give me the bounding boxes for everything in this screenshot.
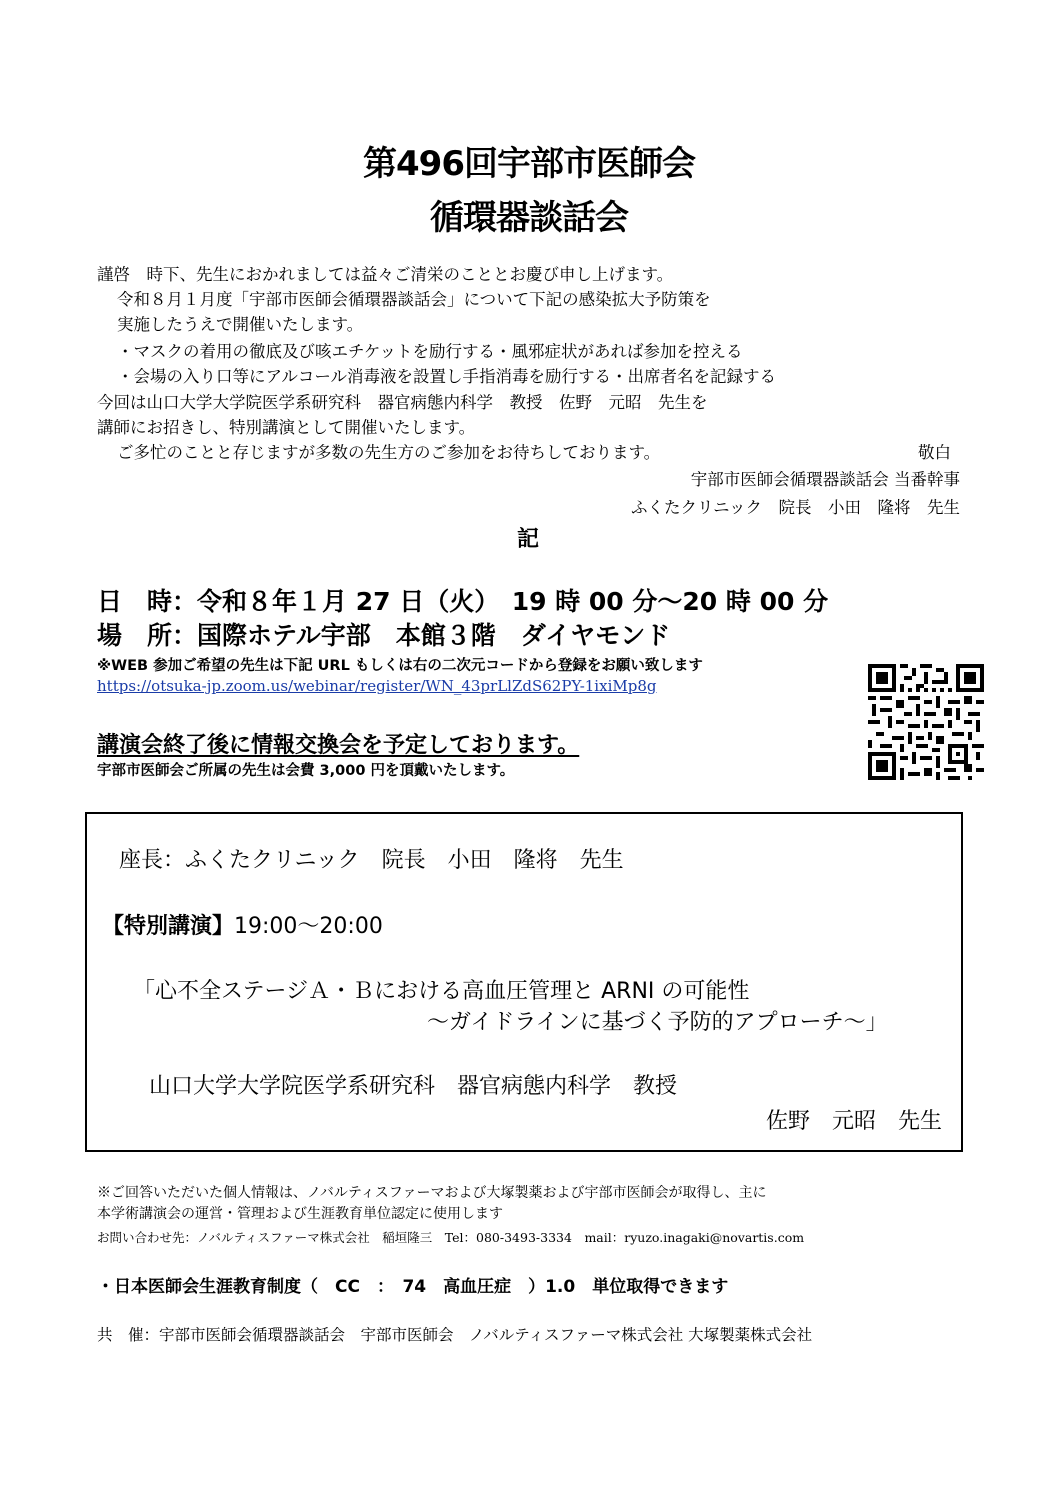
closing-text: 敬白 bbox=[918, 443, 951, 462]
privacy-note: ※ご回答いただいた個人情報は、ノバルティスファーマおよび大塚製薬および宇部市医師会が取得し、主に bbox=[97, 1185, 767, 1201]
special-lecture bbox=[102, 909, 383, 940]
registration-link[interactable]: https://otsuka-jp.zoom.us/webinar/register/WN_43prLlZdS62PY-1ixiMp8g bbox=[97, 677, 657, 695]
fee-note: 宇部市医師会ご所属の先生は会費 3,000 円を頂戴いたします。 bbox=[97, 763, 515, 779]
organizer: 宇部市医師会循環器談話会 当番幹事 bbox=[690, 470, 960, 489]
speaker-name: 佐野 元昭 先生 bbox=[766, 1109, 943, 1134]
intro-line: 講師にお招きし、特別講演として開催いたします。 bbox=[97, 418, 476, 437]
organizer-name: ふくたクリニック 院長 小田 隆将 先生 bbox=[630, 498, 960, 517]
intro-line: 謹啓 時下、先生におかれましては益々ご清栄のこととお慶び申し上げます。 bbox=[97, 265, 674, 284]
qr-code-icon[interactable] bbox=[868, 664, 984, 780]
contact-info: お問い合わせ先：ノバルティスファーマ株式会社 稲垣隆三 Tel：080-3493-3334 mail：ryuzo.inagaki@novartis.com bbox=[97, 1230, 805, 1245]
web-note: ※WEB 参加ご希望の先生は下記 URL もしくは右の二次元コードから登録をお願い致します bbox=[97, 658, 703, 674]
exchange-notice: 講演会終了後に情報交換会を予定しております。 bbox=[97, 733, 580, 758]
intro-line: ・会場の入り口等にアルコール消毒液を設置し手指消毒を励行する・出席者名を記録する bbox=[117, 367, 777, 386]
special-lecture-time: 19:00～20:00 bbox=[234, 914, 383, 939]
ki-heading: 記 bbox=[517, 527, 540, 552]
credit-info: ・日本医師会生涯教育制度（ CC ： 74 高血圧症 ）1.0 単位取得できます bbox=[97, 1277, 729, 1297]
lecture-title-line1: 「心不全ステージＡ・Ｂにおける高血圧管理と ARNI の可能性 bbox=[133, 979, 750, 1004]
intro-line: 今回は山口大学大学院医学系研究科 器官病態内科学 教授 佐野 元昭 先生を bbox=[97, 393, 708, 412]
lecture-title-line2: ～ガイドラインに基づく予防的アプローチ～」 bbox=[427, 1010, 888, 1035]
special-lecture-label: 【特別講演】 bbox=[102, 914, 235, 939]
intro-line: 令和８月１月度「宇部市医師会循環器談話会」について下記の感染拡大予防策を bbox=[117, 290, 711, 309]
intro-line: ご多忙のことと存じますが多数の先生方のご参加をお待ちしております。 bbox=[117, 443, 661, 462]
event-datetime: 日 時：令和８年１月 27 日（火） 19 時 00 分～20 時 00 分 bbox=[97, 587, 829, 616]
event-venue: 場 所：国際ホテル宇部 本館３階 ダイヤモンド bbox=[97, 621, 671, 650]
page-subtitle: 循環器談話会 bbox=[430, 198, 628, 238]
chair: 座長：ふくたクリニック 院長 小田 隆将 先生 bbox=[119, 848, 624, 873]
program-box bbox=[85, 812, 963, 1152]
sponsors: 共 催：宇部市医師会循環器談話会 宇部市医師会 ノバルティスファーマ株式会社 大塚製薬株式会社 bbox=[97, 1326, 813, 1344]
page-title: 第496回宇部市医師会 bbox=[363, 144, 695, 184]
privacy-note: 本学術講演会の運営・管理および生涯教育単位認定に使用します bbox=[97, 1206, 503, 1222]
intro-line: ・マスクの着用の徹底及び咳エチケットを励行する・風邪症状があれば参加を控える bbox=[117, 342, 743, 361]
speaker-affiliation: 山口大学大学院医学系研究科 器官病態内科学 教授 bbox=[149, 1074, 678, 1099]
intro-line: 実施したうえで開催いたします。 bbox=[117, 315, 364, 334]
